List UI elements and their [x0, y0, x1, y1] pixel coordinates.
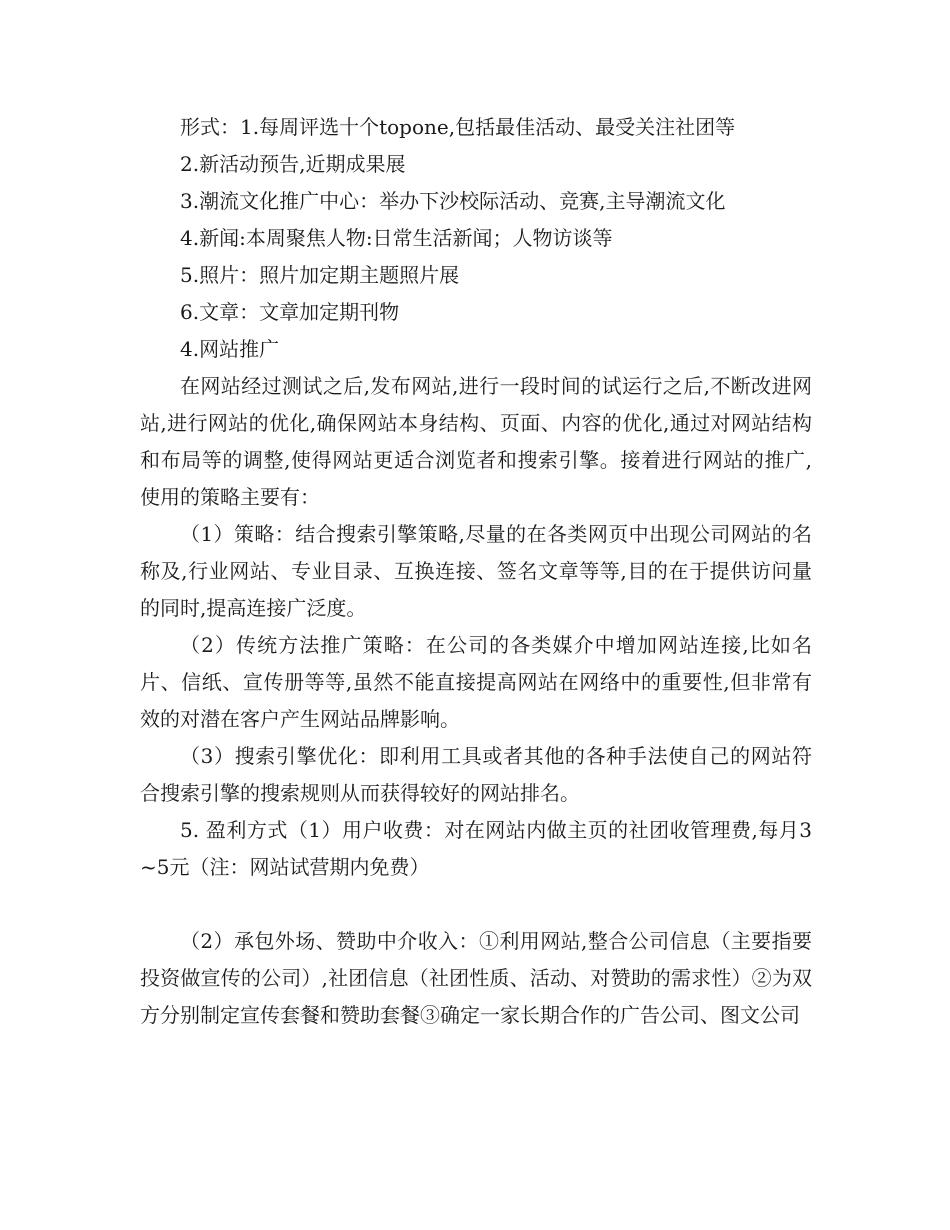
paragraph-item-2: 2.新活动预告,近期成果展 [180, 152, 406, 176]
paragraph-profit-model-1: 5. 盈利方式（1）用户收费：对在网站内做主页的社团收管理费,每月3~5元（注：网站试营期内免费） [140, 818, 812, 879]
paragraph-item-4: 4.新闻:本周聚焦人物:日常生活新闻；人物访谈等 [180, 226, 613, 250]
paragraph-profit-model-2: （2）承包外场、赞助中介收入：①利用网站,整合公司信息（主要指要投资做宣传的公司）,社团信息（社团性质、活动、对赞助的需求性）②为双方分别制定宣传套餐和赞助套餐③确定一家长期合作的广告公司、图文公司 [140, 929, 812, 1027]
blank-line [140, 886, 812, 923]
paragraph-strategy-1: （1）策略：结合搜索引擎策略,尽量的在各类网页中出现公司网站的名称及,行业网站、专业目录、互换连接、签名文章等等,目的在于提供访问量的同时,提高连接广泛度。 [140, 522, 812, 620]
paragraph-format: 形式：1.每周评选十个topone,包括最佳活动、最受关注社团等 [180, 115, 736, 139]
paragraph-strategy-3: （3）搜索引擎优化：即利用工具或者其他的各种手法使自己的网站符合搜索引擎的搜索规则从而获得较好的网站排名。 [140, 744, 812, 805]
document-body [140, 109, 812, 1034]
paragraph-item-5: 5.照片：照片加定期主题照片展 [180, 263, 460, 287]
paragraph-strategy-2: （2）传统方法推广策略：在公司的各类媒介中增加网站连接,比如名片、信纸、宣传册等等,虽然不能直接提高网站在网络中的重要性,但非常有效的对潜在客户产生网站品牌影响。 [140, 633, 812, 731]
section-heading-website-promotion: 4.网站推广 [180, 337, 280, 361]
paragraph-promotion-intro: 在网站经过测试之后,发布网站,进行一段时间的试运行之后,不断改进网站,进行网站的优化,确保网站本身结构、页面、内容的优化,通过对网站结构和布局等的调整,使得网站更适合浏览者和搜索引擎。接着进行网站的推广,使用的策略主要有： [140, 374, 812, 509]
paragraph-item-3: 3.潮流文化推广中心：举办下沙校际活动、竞赛,主导潮流文化 [180, 189, 726, 213]
paragraph-item-6: 6.文章：文章加定期刊物 [180, 300, 400, 324]
